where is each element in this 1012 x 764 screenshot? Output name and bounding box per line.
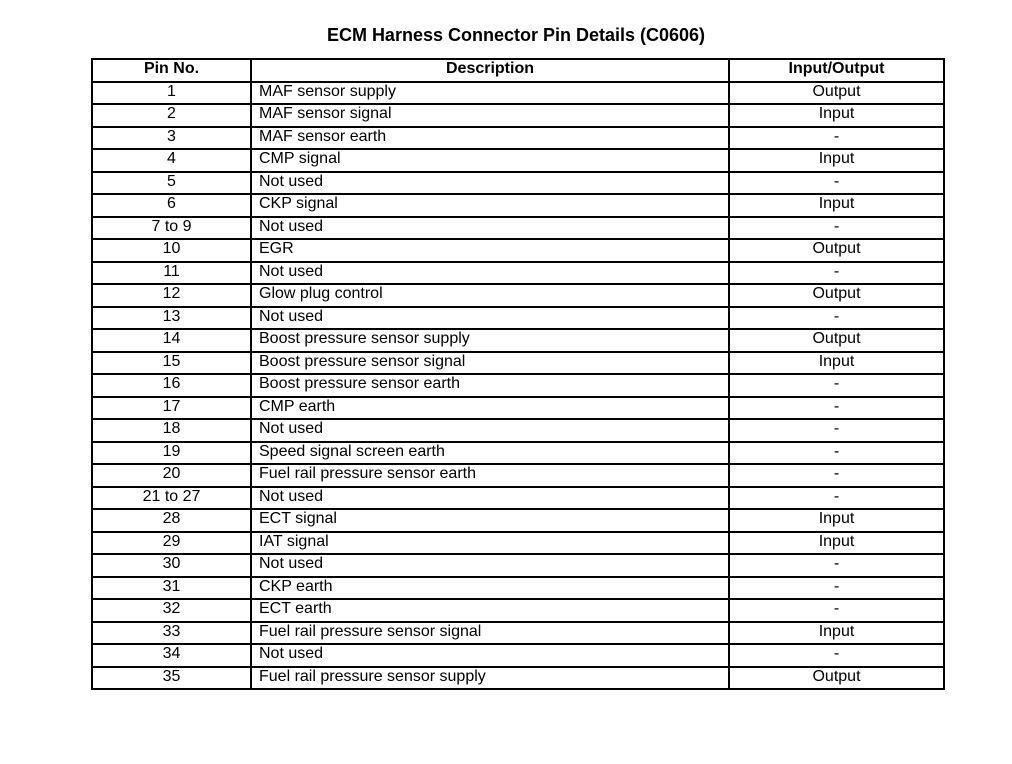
pin-details-table [91,58,945,690]
pin-number-cell: 34 [92,644,251,667]
description-cell: Not used [251,554,729,577]
input-output-cell: Input [729,509,944,532]
table-row [92,667,944,690]
table-row [92,172,944,195]
table-row [92,644,944,667]
pin-number-cell: 4 [92,149,251,172]
input-output-cell: - [729,397,944,420]
description-cell: Not used [251,172,729,195]
input-output-cell: - [729,644,944,667]
input-output-cell: - [729,577,944,600]
pin-number-cell: 5 [92,172,251,195]
input-output-cell: Output [729,667,944,690]
description-cell: Boost pressure sensor earth [251,374,729,397]
description-cell: Fuel rail pressure sensor supply [251,667,729,690]
pin-number-cell: 12 [92,284,251,307]
table-row [92,127,944,150]
table-row [92,329,944,352]
input-output-cell: - [729,487,944,510]
pin-number-cell: 2 [92,104,251,127]
input-output-cell: Input [729,622,944,645]
header-input-output: Input/Output [729,59,944,82]
input-output-cell: Input [729,352,944,375]
pin-number-cell: 32 [92,599,251,622]
pin-number-cell: 7 to 9 [92,217,251,240]
description-cell: Boost pressure sensor signal [251,352,729,375]
input-output-cell: Output [729,82,944,105]
description-cell: IAT signal [251,532,729,555]
table-row [92,284,944,307]
table-header-row [92,59,944,82]
pin-number-cell: 21 to 27 [92,487,251,510]
pin-number-cell: 28 [92,509,251,532]
pin-number-cell: 30 [92,554,251,577]
description-cell: CKP earth [251,577,729,600]
table-row [92,194,944,217]
input-output-cell: - [729,127,944,150]
description-cell: CKP signal [251,194,729,217]
input-output-cell: - [729,307,944,330]
description-cell: Fuel rail pressure sensor earth [251,464,729,487]
input-output-cell: - [729,442,944,465]
description-cell: Not used [251,217,729,240]
pin-number-cell: 17 [92,397,251,420]
pin-number-cell: 1 [92,82,251,105]
table-row [92,217,944,240]
pin-number-cell: 14 [92,329,251,352]
description-cell: Not used [251,419,729,442]
pin-number-cell: 29 [92,532,251,555]
input-output-cell: - [729,554,944,577]
table-row [92,239,944,262]
table-row [92,509,944,532]
description-cell: MAF sensor supply [251,82,729,105]
description-cell: Not used [251,644,729,667]
description-cell: Not used [251,487,729,510]
table-row [92,554,944,577]
table-row [92,374,944,397]
pin-number-cell: 15 [92,352,251,375]
table-row [92,577,944,600]
description-cell: Not used [251,262,729,285]
table-row [92,352,944,375]
header-description: Description [251,59,729,82]
input-output-cell: Output [729,329,944,352]
table-row [92,262,944,285]
input-output-cell: - [729,599,944,622]
pin-number-cell: 6 [92,194,251,217]
table-row [92,82,944,105]
table-row [92,442,944,465]
description-cell: ECT earth [251,599,729,622]
description-cell: Boost pressure sensor supply [251,329,729,352]
input-output-cell: Output [729,239,944,262]
input-output-cell: Output [729,284,944,307]
table-row [92,419,944,442]
input-output-cell: Input [729,532,944,555]
table-row [92,487,944,510]
description-cell: Fuel rail pressure sensor signal [251,622,729,645]
description-cell: EGR [251,239,729,262]
pin-number-cell: 13 [92,307,251,330]
table-row [92,307,944,330]
input-output-cell: - [729,217,944,240]
pin-number-cell: 3 [92,127,251,150]
table-row [92,397,944,420]
input-output-cell: - [729,374,944,397]
pin-number-cell: 19 [92,442,251,465]
pin-number-cell: 31 [92,577,251,600]
pin-number-cell: 16 [92,374,251,397]
description-cell: Speed signal screen earth [251,442,729,465]
description-cell: CMP signal [251,149,729,172]
input-output-cell: - [729,262,944,285]
input-output-cell: - [729,464,944,487]
description-cell: ECT signal [251,509,729,532]
pin-number-cell: 11 [92,262,251,285]
pin-number-cell: 18 [92,419,251,442]
table-row [92,532,944,555]
table-row [92,104,944,127]
input-output-cell: Input [729,194,944,217]
input-output-cell: - [729,419,944,442]
table-row [92,149,944,172]
pin-number-cell: 10 [92,239,251,262]
header-pin-no: Pin No. [92,59,251,82]
description-cell: Glow plug control [251,284,729,307]
description-cell: Not used [251,307,729,330]
description-cell: MAF sensor signal [251,104,729,127]
description-cell: MAF sensor earth [251,127,729,150]
pin-number-cell: 20 [92,464,251,487]
pin-number-cell: 33 [92,622,251,645]
page-title: ECM Harness Connector Pin Details (C0606) [326,25,706,45]
input-output-cell: Input [729,104,944,127]
input-output-cell: - [729,172,944,195]
table-row [92,464,944,487]
table-row [92,599,944,622]
input-output-cell: Input [729,149,944,172]
table-row [92,622,944,645]
description-cell: CMP earth [251,397,729,420]
pin-number-cell: 35 [92,667,251,690]
